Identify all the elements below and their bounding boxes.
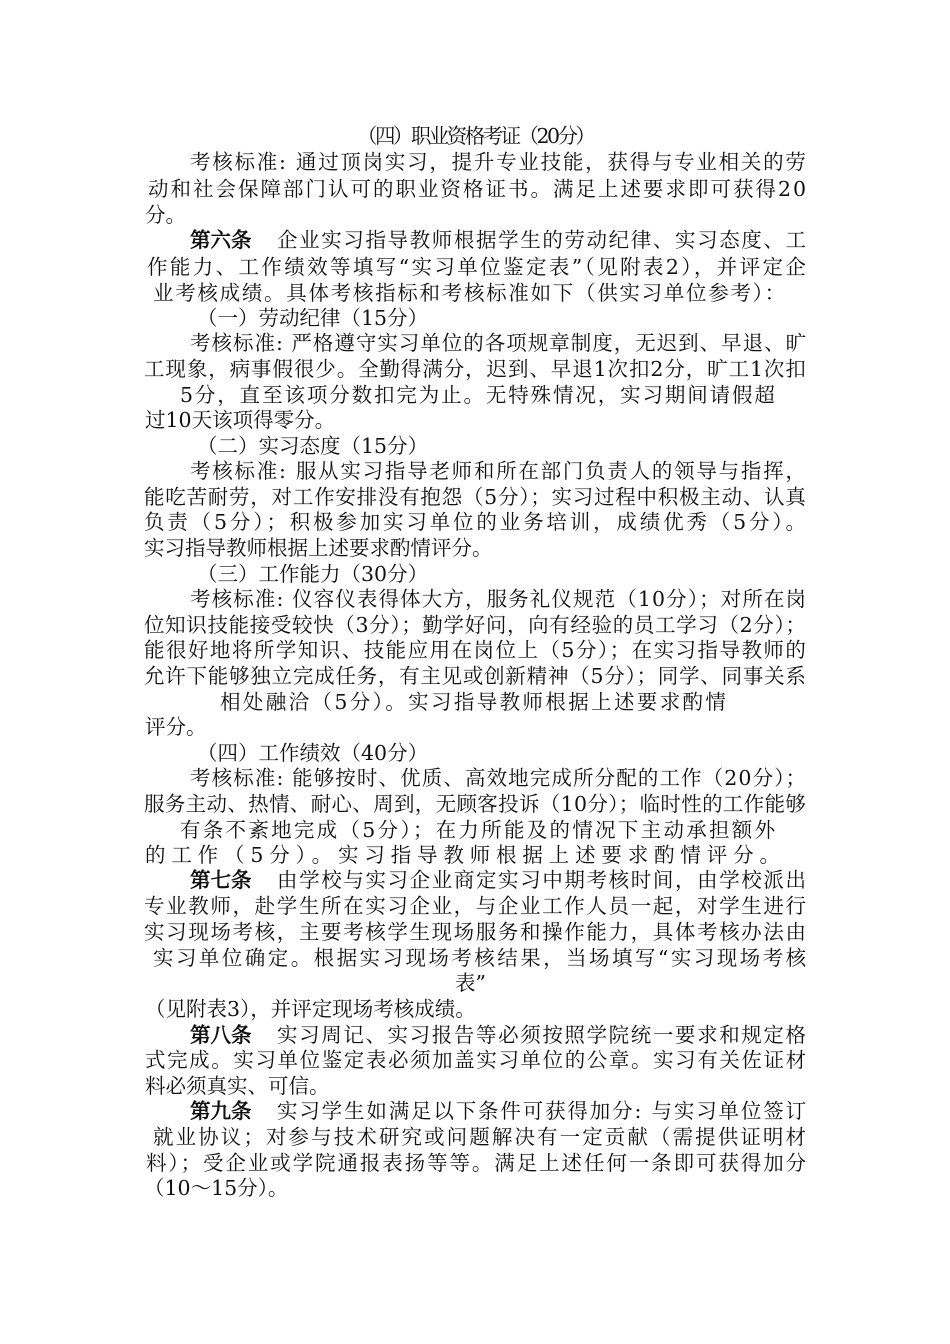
text-line xyxy=(0,611,950,639)
line-text: 就业协议；对参与技术研究或问题解决有一定贡献（需提供证明材 xyxy=(153,1125,809,1149)
line-text: 5分，直至该项分数扣完为止。无特殊情况，实习期间请假超 xyxy=(180,383,777,407)
article-heading: 第九条 xyxy=(190,1099,252,1123)
text-line xyxy=(0,995,950,1023)
text-line xyxy=(0,790,950,818)
line-text: 能吃苦耐劳，对工作安排没有抱怨（5分）；实习过程中积极主动、认真 xyxy=(144,485,807,509)
article-text: 实习学生如满足以下条件可获得加分: 与实习单位签订 xyxy=(277,1099,808,1123)
text-line xyxy=(0,1174,950,1202)
line-text: 式完成。实习单位鉴定表必须加盖实习单位的公章。实习有关佐证材 xyxy=(145,1048,808,1072)
line-text: 位知识技能接受较快（3分）；勤学好问，向有经验的员工学习（2分）； xyxy=(144,613,807,637)
text-line xyxy=(0,1021,950,1049)
article-heading: 第八条 xyxy=(190,1023,252,1047)
text-line xyxy=(0,253,950,281)
line-text: 评分。 xyxy=(145,715,207,739)
text-line xyxy=(0,279,950,307)
line-text: 料）；受企业或学院通报表扬等等。满足上述任何一条即可获得加分 xyxy=(146,1151,809,1175)
text-line xyxy=(0,969,950,997)
line-text: （二）实习态度（15分） xyxy=(197,434,429,458)
text-line xyxy=(0,381,950,409)
line-text: 考核标准: 能够按时、优质、高效地完成所分配的工作（20分）； xyxy=(190,766,808,790)
text-line xyxy=(0,148,950,176)
article-text: 由学校与实习企业商定实习中期考核时间，由学校派出 xyxy=(277,868,808,892)
line-text: （10～15分）。 xyxy=(144,1176,289,1200)
line-text: 分。 xyxy=(145,203,186,227)
line-text: 考核标准: 通过顶岗实习，提升专业技能，获得与专业相关的劳 xyxy=(190,150,808,174)
text-line xyxy=(0,585,950,613)
article-heading: 第六条 xyxy=(190,228,252,252)
text-line xyxy=(0,1097,950,1125)
line-text: 考核标准: 严格遵守实习单位的各项规章制度，无迟到、早退、旷 xyxy=(190,331,808,355)
text-line xyxy=(0,534,950,562)
text-line xyxy=(0,175,950,203)
line-text: （见附表3），并评定现场考核成绩。 xyxy=(145,997,476,1021)
text-line xyxy=(0,918,950,946)
line-text: 服务主动、热情、耐心、周到，无顾客投诉（10分）；临时性的工作能够 xyxy=(144,792,807,816)
line-text: 实习指导教师根据上述要求酌情评分。 xyxy=(144,536,493,560)
text-line xyxy=(0,508,950,536)
line-text: 作能力、工作绩效等填写“实习单位鉴定表”（见附表2），并评定企 xyxy=(147,255,809,279)
text-line xyxy=(0,841,950,869)
text-line xyxy=(0,688,950,716)
line-text: （四）工作绩效（40分） xyxy=(197,741,429,765)
line-text: 业考核成绩。具体考核指标和考核标准如下（供实习单位参考）： xyxy=(153,281,787,305)
line-text: 过10天该项得零分。 xyxy=(145,408,336,432)
text-line xyxy=(0,432,950,460)
line-text: 的工作（5分）。实习指导教师根据上述要求酌情评分。 xyxy=(145,843,786,867)
text-line xyxy=(0,662,950,690)
line-text: 允许下能够独立完成任务，有主见或创新精神（5分）；同学、同事关系 xyxy=(144,664,807,688)
text-line xyxy=(0,329,950,357)
text-line xyxy=(0,866,950,894)
article-text: 企业实习指导教师根据学生的劳动纪律、实习态度、工 xyxy=(277,228,808,252)
line-text: （四）职业资格考证（20分） xyxy=(357,124,594,148)
text-line xyxy=(0,816,950,844)
line-text: （一）劳动纪律（15分） xyxy=(197,306,429,330)
text-line xyxy=(0,764,950,792)
text-line xyxy=(0,304,950,332)
line-text: （三）工作能力（30分） xyxy=(197,562,429,586)
article-text: 实习周记、实习报告等必须按照学院统一要求和规定格 xyxy=(277,1023,808,1047)
line-text: 能很好地将所学知识、技能应用在岗位上（5分）；在实习指导教师的 xyxy=(144,638,808,662)
text-line xyxy=(0,457,950,485)
text-line xyxy=(0,1149,950,1177)
article-heading: 第七条 xyxy=(190,868,252,892)
text-line xyxy=(0,713,950,741)
line-text: 实习现场考核，主要考核学生现场服务和操作能力，具体考核办法由 xyxy=(144,920,808,944)
text-line xyxy=(0,892,950,920)
line-text: 料必须真实、可信。 xyxy=(145,1074,330,1098)
text-line xyxy=(0,355,950,383)
line-text: 专业教师，赴学生所在实习企业，与企业工作人员一起，对学生进行 xyxy=(144,894,808,918)
text-line xyxy=(0,1123,950,1151)
text-line xyxy=(0,226,950,254)
text-line xyxy=(0,201,950,229)
text-line xyxy=(0,122,950,150)
line-text: 考核标准: 服从实习指导老师和所在部门负责人的领导与指挥， xyxy=(190,459,808,483)
text-line xyxy=(0,406,950,434)
line-text: 实习单位确定。根据实习现场考核结果，当场填写“实习现场考核 xyxy=(153,946,809,970)
line-text: 相处融洽（5分）。实习指导教师根据上述要求酌情 xyxy=(220,690,729,714)
text-line xyxy=(0,560,950,588)
text-line xyxy=(0,483,950,511)
text-line xyxy=(0,1046,950,1074)
line-text: 考核标准: 仪容仪表得体大方，服务礼仪规范（10分）；对所在岗 xyxy=(190,587,808,611)
text-line xyxy=(0,636,950,664)
text-line xyxy=(0,1072,950,1100)
line-text: 有条不紊地完成（5分）；在力所能及的情况下主动承担额外 xyxy=(180,818,778,842)
line-text: 表” xyxy=(455,971,486,995)
line-text: 工现象，病事假很少。全勤得满分，迟到、早退1次扣2分，旷工1次扣 xyxy=(144,357,807,381)
line-text: 动和社会保障部门认可的职业资格证书。满足上述要求即可获得20 xyxy=(148,177,809,201)
line-text: 负责（5分）；积极参加实习单位的业务培训，成绩优秀（5分）。 xyxy=(144,510,809,534)
text-line xyxy=(0,944,950,972)
text-line xyxy=(0,739,950,767)
